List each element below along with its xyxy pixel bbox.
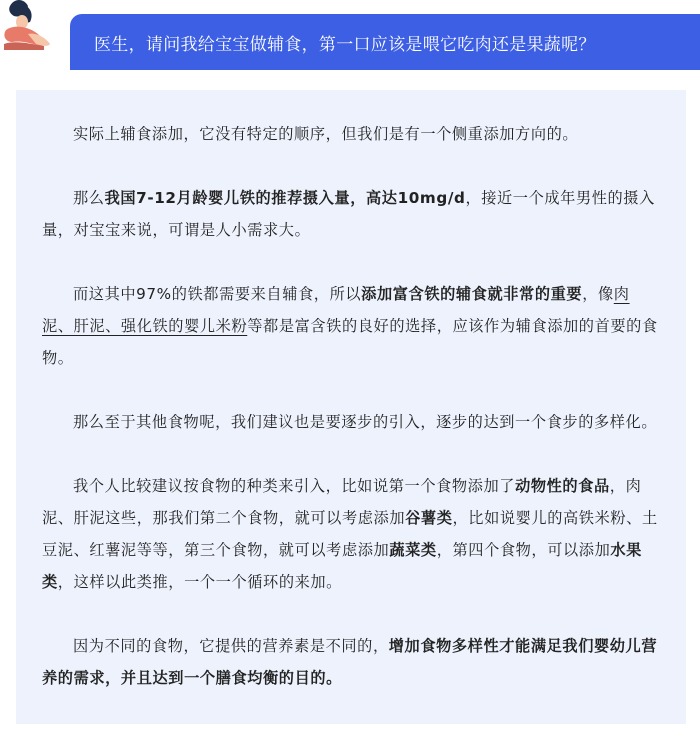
- paragraph-text: 而这其中97%的铁都需要来自辅食，所以: [73, 285, 362, 303]
- underlined-text: 肉泥、肝泥、强化铁的婴儿米粉: [42, 285, 630, 335]
- paragraph-text: 那么至于其他食物呢，我们建议也是要逐步的引入，逐步的达到一个食步的多样化。: [73, 413, 658, 431]
- question-text: 医生，请问我给宝宝做辅食，第一口应该是喂它吃肉还是果蔬呢？: [94, 34, 596, 55]
- paragraph-text: 等都是富含铁的良好的选择，应该作为辅食添加的首要的食物。: [42, 317, 658, 367]
- emphasis-text: 谷薯类: [405, 509, 453, 527]
- paragraph-text: ，比如说婴儿的高铁米粉、土豆泥、红薯泥等等，第三个食物，就可以考虑添加: [42, 509, 658, 559]
- paragraph-text: ，像: [582, 285, 614, 303]
- question-banner: [70, 14, 700, 70]
- answer-paragraph: [42, 182, 660, 246]
- doctor-avatar-icon: [0, 0, 70, 56]
- paragraph-text: 实际上辅食添加，它没有特定的顺序，但我们是有一个侧重添加方向的。: [73, 125, 579, 143]
- emphasis-text: 增加食物多样性才能满足我们婴幼儿营养的需求，并且达到一个膳食均衡的目的。: [42, 637, 658, 687]
- paragraph-text: ，肉泥、肝泥这些，那我们第二个食物，就可以考虑添加: [42, 477, 642, 527]
- paragraph-text: 那么: [73, 189, 105, 207]
- answer-paragraph: [42, 470, 660, 598]
- answer-paragraph: [42, 118, 660, 150]
- emphasis-text: 添加富含铁的辅食就非常的重要: [361, 285, 583, 303]
- emphasis-text: 蔬菜类: [389, 541, 437, 559]
- answer-paragraph: [42, 406, 660, 438]
- emphasis-text: 水果类: [42, 541, 642, 591]
- answer-panel: [16, 90, 686, 724]
- paragraph-text: ，这样以此类推，一个一个循环的来加。: [57, 573, 342, 591]
- paragraph-text: 我个人比较建议按食物的种类来引入，比如说第一个食物添加了: [73, 477, 516, 495]
- paragraph-text: ，接近一个成年男性的摄入量，对宝宝来说，可谓是人小需求大。: [42, 189, 655, 239]
- paragraph-text: ，第四个食物，可以添加: [436, 541, 611, 559]
- paragraph-text: 因为不同的食物，它提供的营养素是不同的，: [73, 637, 389, 655]
- answer-paragraph: [42, 630, 660, 694]
- answer-paragraph: [42, 278, 660, 374]
- emphasis-text: 动物性的食品: [515, 477, 610, 495]
- emphasis-text: 我国7-12月龄婴儿铁的推荐摄入量，高达10mg/d: [104, 189, 466, 207]
